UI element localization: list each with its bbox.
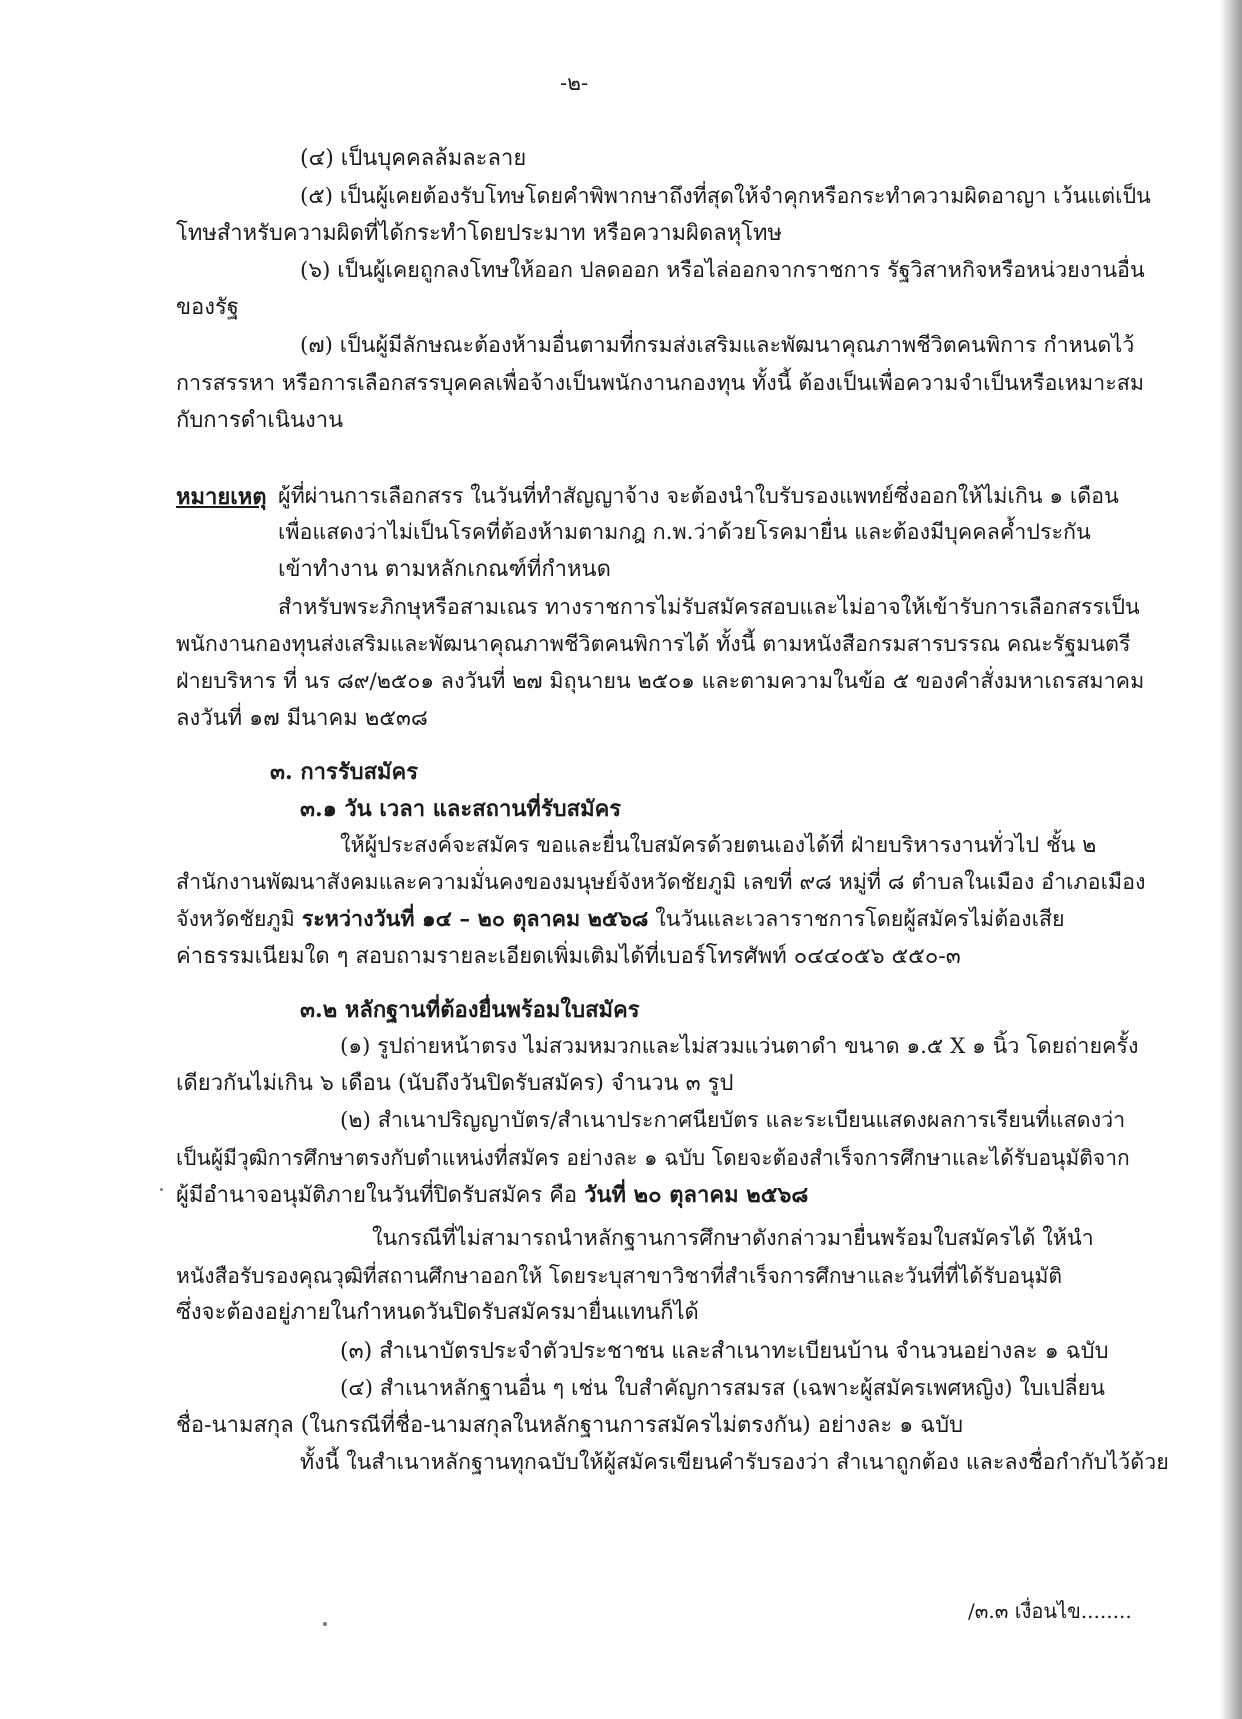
page-edge-shadow xyxy=(1220,0,1242,1719)
section-3-1-heading: ๓.๑ วัน เวลา และสถานที่รับสมัคร xyxy=(300,796,622,822)
closing-note: ทั้งนี้ ในสำเนาหลักฐานทุกฉบับให้ผู้สมัครเขียนคำรับรองว่า สำเนาถูกต้อง และลงชื่อกำกับไว้ด้วย xyxy=(300,1450,1169,1475)
page-number: -๒- xyxy=(560,71,589,95)
item-7-line-1: (๗) เป็นผู้มีลักษณะต้องห้ามอื่นตามที่กรมส่งเสริมและพัฒนาคุณภาพชีวิตคนพิการ กำหนดไว้ xyxy=(300,333,1135,358)
note-label: หมายเหตุ xyxy=(176,484,267,510)
item-5-line-1: (๕) เป็นผู้เคยต้องรับโทษโดยคำพิพากษาถึงที่สุดให้จำคุกหรือกระทำความผิดอาญา เว้นแต่เป็น xyxy=(300,184,1151,209)
document-3: (๓) สำเนาบัตรประจำตัวประชาชน และสำเนาทะเบียนบ้าน จำนวนอย่างละ ๑ ฉบับ xyxy=(340,1339,1109,1364)
section-3-2-heading: ๓.๒ หลักฐานที่ต้องยื่นพร้อมใบสมัคร xyxy=(300,997,640,1023)
note-line-4: สำหรับพระภิกษุหรือสามเณร ทางราชการไม่รับสมัครสอบและไม่อาจให้เข้ารับการเลือกสรรเป็น xyxy=(278,595,1140,620)
closing-date-text: ผู้มีอำนาจอนุมัติภายในวันที่ปิดรับสมัคร คือ xyxy=(176,1183,578,1208)
note-line-2: เพื่อแสดงว่าไม่เป็นโรคที่ต้องห้ามตามกฎ ก.พ.ว่าด้วยโรคมายื่น และต้องมีบุคคลค้ำประกัน xyxy=(278,520,1091,545)
document-2-line-5: หนังสือรับรองคุณวุฒิที่สถานศึกษาออกให้ โดยระบุสาขาวิชาที่สำเร็จการศึกษาและวันที่ที่ได้รับอนุมัติ xyxy=(176,1264,1062,1288)
document-2-line-4: ในกรณีที่ไม่สามารถนำหลักฐานการศึกษาดังกล่าวมายื่นพร้อมใบสมัครได้ ให้นำ xyxy=(372,1226,1094,1251)
section-3-heading: ๓. การรับสมัคร xyxy=(270,759,419,785)
note-line-3: เข้าทำงาน ตามหลักเกณฑ์ที่กำหนด xyxy=(278,557,611,582)
document-2-line-2: เป็นผู้มีวุฒิการศึกษาตรงกับตำแหน่งที่สมัคร อย่างละ ๑ ฉบับ โดยจะต้องสำเร็จการศึกษาและได้รับอนุมัติจาก xyxy=(176,1146,1130,1170)
scan-speck xyxy=(323,1622,327,1626)
item-5-line-2: โทษสำหรับความผิดที่ได้กระทำโดยประมาท หรือความผิดลหุโทษ xyxy=(176,221,783,246)
document-2-line-6: ซึ่งจะต้องอยู่ภายในกำหนดวันปิดรับสมัครมายื่นแทนก็ได้ xyxy=(176,1300,699,1325)
note-line-5: พนักงานกองทุนส่งเสริมและพัฒนาคุณภาพชีวิตคนพิการได้ ทั้งนี้ ตามหนังสือกรมสารบรรณ คณะรัฐมนตรี xyxy=(176,632,1131,657)
document-4-line-2: ชื่อ-นามสกุล (ในกรณีที่ชื่อ-นามสกุลในหลักฐานการสมัครไม่ตรงกัน) อย่างละ ๑ ฉบับ xyxy=(176,1413,964,1438)
item-7-line-3: กับการดำเนินงาน xyxy=(176,408,344,433)
note-line-7: ลงวันที่ ๑๗ มีนาคม ๒๕๓๘ xyxy=(176,706,428,731)
office-hours-text: ในวันและเวลาราชการโดยผู้สมัครไม่ต้องเสีย xyxy=(655,907,1065,932)
province-text: จังหวัดชัยภูมิ xyxy=(176,907,295,932)
scan-speck xyxy=(160,1188,163,1191)
section-3-1-line-4: ค่าธรรมเนียมใด ๆ สอบถามรายละเอียดเพิ่มเติมได้ที่เบอร์โทรศัพท์ ๐๔๔๐๕๖ ๕๕๐-๓ xyxy=(176,944,961,969)
note-line-1: ผู้ที่ผ่านการเลือกสรร ในวันที่ทำสัญญาจ้าง จะต้องนำใบรับรองแพทย์ซึ่งออกให้ไม่เกิน ๑ เดือน xyxy=(278,484,1119,509)
note-line-6: ฝ่ายบริหาร ที่ นร ๘๙/๒๕๐๑ ลงวันที่ ๒๗ มิถุนายน ๒๕๐๑ และตามความในข้อ ๕ ของคำสั่งมหาเถรสมาคม xyxy=(176,669,1145,694)
application-period: ระหว่างวันที่ ๑๔ – ๒๐ ตุลาคม ๒๕๖๘ xyxy=(301,907,649,932)
closing-date: วันที่ ๒๐ ตุลาคม ๒๕๖๘ xyxy=(584,1182,809,1208)
section-3-1-line-2: สำนักงานพัฒนาสังคมและความมั่นคงของมนุษย์จังหวัดชัยภูมิ เลขที่ ๙๘ หมู่ที่ ๘ ตำบลในเมือง อำเภอเมือง xyxy=(176,870,1146,895)
section-3-1-line-3 xyxy=(176,905,1065,935)
item-6-line-2: ของรัฐ xyxy=(176,295,239,320)
section-3-1-line-1: ให้ผู้ประสงค์จะสมัคร ขอและยื่นใบสมัครด้วยตนเองได้ที่ ฝ่ายบริหารงานทั่วไป ชั้น ๒ xyxy=(340,833,1097,858)
document-1-line-1: (๑) รูปถ่ายหน้าตรง ไม่สวมหมวกและไม่สวมแว่นตาดำ ขนาด ๑.๕ X ๑ นิ้ว โดยถ่ายครั้ง xyxy=(340,1034,1139,1059)
document-2-line-3 xyxy=(176,1180,808,1211)
continuation-marker: /๓.๓ เงื่อนไข........ xyxy=(968,1599,1132,1623)
document-1-line-2: เดียวกันไม่เกิน ๖ เดือน (นับถึงวันปิดรับสมัคร) จำนวน ๓ รูป xyxy=(176,1071,734,1096)
item-6-line-1: (๖) เป็นผู้เคยถูกลงโทษให้ออก ปลดออก หรือไล่ออกจากราชการ รัฐวิสาหกิจหรือหน่วยงานอื่น xyxy=(300,258,1145,283)
document-4-line-1: (๔) สำเนาหลักฐานอื่น ๆ เช่น ใบสำคัญการสมรส (เฉพาะผู้สมัครเพศหญิง) ใบเปลี่ยน xyxy=(340,1376,1105,1401)
item-4: (๔) เป็นบุคคลล้มละลาย xyxy=(300,146,527,171)
document-2-line-1: (๒) สำเนาปริญญาบัตร/สำเนาประกาศนียบัตร และระเบียนแสดงผลการเรียนที่แสดงว่า xyxy=(340,1108,1126,1133)
item-7-line-2: การสรรหา หรือการเลือกสรรบุคคลเพื่อจ้างเป็นพนักงานกองทุน ทั้งนี้ ต้องเป็นเพื่อความจำเป็นหรือเหมาะสม xyxy=(176,371,1145,396)
